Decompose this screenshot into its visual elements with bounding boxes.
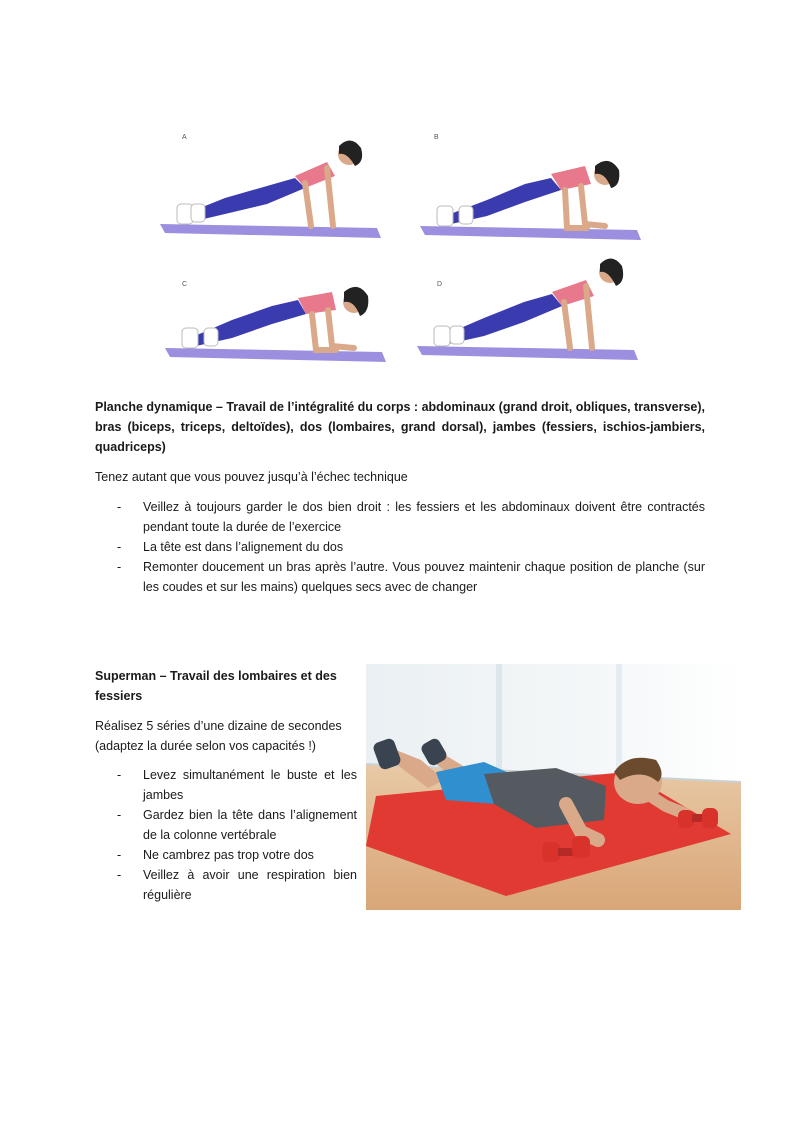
superman-instructions-list	[95, 765, 357, 905]
plank-figure-b	[415, 128, 655, 243]
list-item: - La tête est dans l’alignement du dos	[117, 540, 344, 554]
list-item: - Veillez à avoir une respiration bien régulière	[117, 868, 357, 902]
list-item: - Ne cambrez pas trop votre dos	[117, 848, 314, 862]
superman-intro: Réalisez 5 séries d’une dizaine de secondes (adaptez la durée selon vos capacités !)	[95, 719, 342, 753]
list-item: - Veillez à toujours garder le dos bien droit : les fessiers et les abdominaux doivent être contractés pendant toute la durée de l’exercice	[117, 500, 705, 534]
plank-instructions-list	[95, 497, 705, 597]
list-item: - Gardez bien la tête dans l’alignement de la colonne vertébrale	[117, 808, 357, 842]
superman-heading: Superman – Travail des lombaires et des fessiers	[95, 669, 337, 703]
superman-exercise-photo	[366, 664, 741, 910]
superman-photo-illustration	[366, 664, 741, 910]
list-item: - Remonter doucement un bras après l’autre. Vous pouvez maintenir chaque position de planche (sur les coudes et sur les mains) quelques secs avec de changer	[117, 560, 705, 594]
figure-letter-d: D	[437, 281, 443, 288]
plank-figure-c	[160, 250, 400, 365]
plank-figure-a	[155, 128, 395, 243]
plank-heading: Planche dynamique – Travail de l’intégralité du corps : abdominaux (grand droit, obliques, transverse), bras (biceps, triceps, deltoïdes), dos (lombaires, grand dorsal), jambes (fessiers, ischios-jambiers, quadriceps)	[95, 400, 705, 454]
figure-letter-b: B	[434, 134, 439, 141]
figure-letter-a: A	[182, 134, 187, 141]
plank-figure-d	[412, 250, 652, 365]
list-item: - Levez simultanément le buste et les jambes	[117, 768, 357, 802]
figure-letter-c: C	[182, 281, 188, 288]
plank-intro: Tenez autant que vous pouvez jusqu’à l’échec technique	[95, 470, 408, 484]
